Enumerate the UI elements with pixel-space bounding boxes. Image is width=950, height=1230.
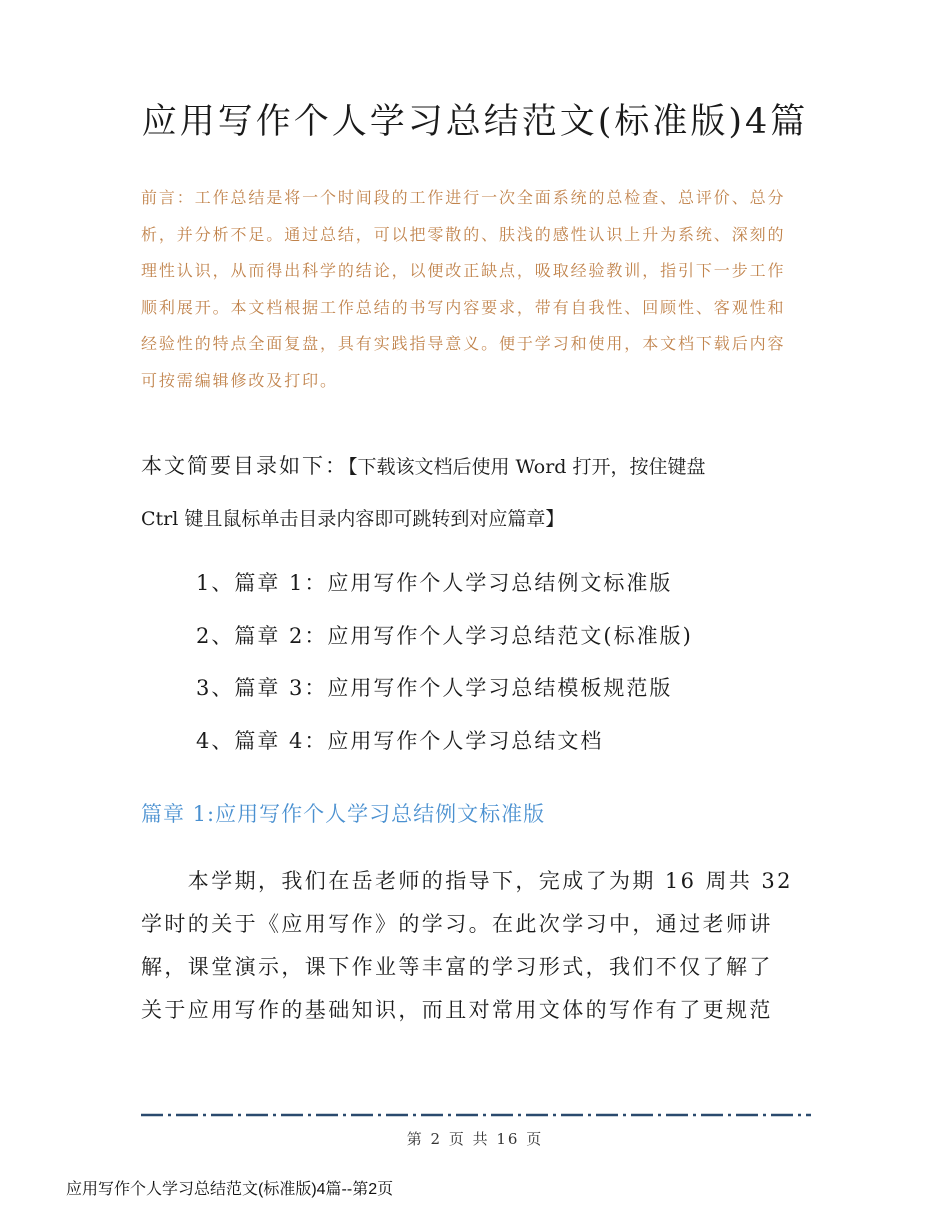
preface-line: 经验性的特点全面复盘，具有实践指导意义。便于学习和使用，本文档下载后内容 (141, 334, 786, 353)
toc-intro (141, 440, 821, 545)
document-title: 应用写作个人学习总结范文(标准版)4篇 (141, 102, 809, 142)
chapter-body (141, 860, 811, 1032)
toc-note-continued: Ctrl 键且鼠标单击目录内容即可跳转到对应篇章】 (141, 508, 565, 530)
toc-item-chapter-4[interactable]: 4、篇章 4：应用写作个人学习总结文档 (196, 729, 604, 754)
toc-intro-line (141, 440, 821, 493)
preface-line: 顺利展开。本文档根据工作总结的书写内容要求，带有自我性、回顾性、客观性和 (141, 297, 786, 317)
preface-line: 析，并分析不足。通过总结，可以把零散的、肤浅的感性认识上升为系统、深刻的 (141, 224, 786, 244)
body-line: 本学期，我们在岳老师的指导下，完成了为期 16 周共 32 (141, 869, 793, 893)
chapter-heading: 篇章 1:应用写作个人学习总结例文标准版 (141, 802, 546, 826)
toc-lead: 本文简要目录如下： (141, 454, 348, 478)
body-line: 解，课堂演示，课下作业等丰富的学习形式，我们不仅了解了 (141, 955, 773, 979)
body-line: 学时的关于《应用写作》的学习。在此次学习中，通过老师讲 (141, 912, 773, 936)
body-line: 关于应用写作的基础知识，而且对常用文体的写作有了更规范 (141, 998, 773, 1022)
page-caption: 应用写作个人学习总结范文(标准版)4篇--第2页 (66, 1181, 394, 1198)
toc-item-chapter-2[interactable]: 2、篇章 2：应用写作个人学习总结范文(标准版) (196, 623, 693, 648)
preface-line: 理性认识，从而得出科学的结论，以便改正缺点，吸取经验教训，指引下一步工作 (141, 261, 786, 280)
toc-item-chapter-3[interactable]: 3、篇章 3：应用写作个人学习总结模板规范版 (196, 676, 673, 701)
page-number: 第 2 页 共 16 页 (406, 1130, 544, 1148)
preface-line: 前言：工作总结是将一个时间段的工作进行一次全面系统的总检查、总评价、总分 (141, 188, 786, 207)
table-of-contents (196, 557, 693, 768)
preface (141, 180, 817, 399)
toc-item-chapter-1[interactable]: 1、篇章 1：应用写作个人学习总结例文标准版 (196, 571, 673, 595)
footer-divider (141, 1113, 811, 1117)
preface-line: 可按需编辑修改及打印。 (141, 370, 338, 390)
toc-note: 【下载该文档后使用 Word 打开，按住键盘 (348, 456, 706, 478)
